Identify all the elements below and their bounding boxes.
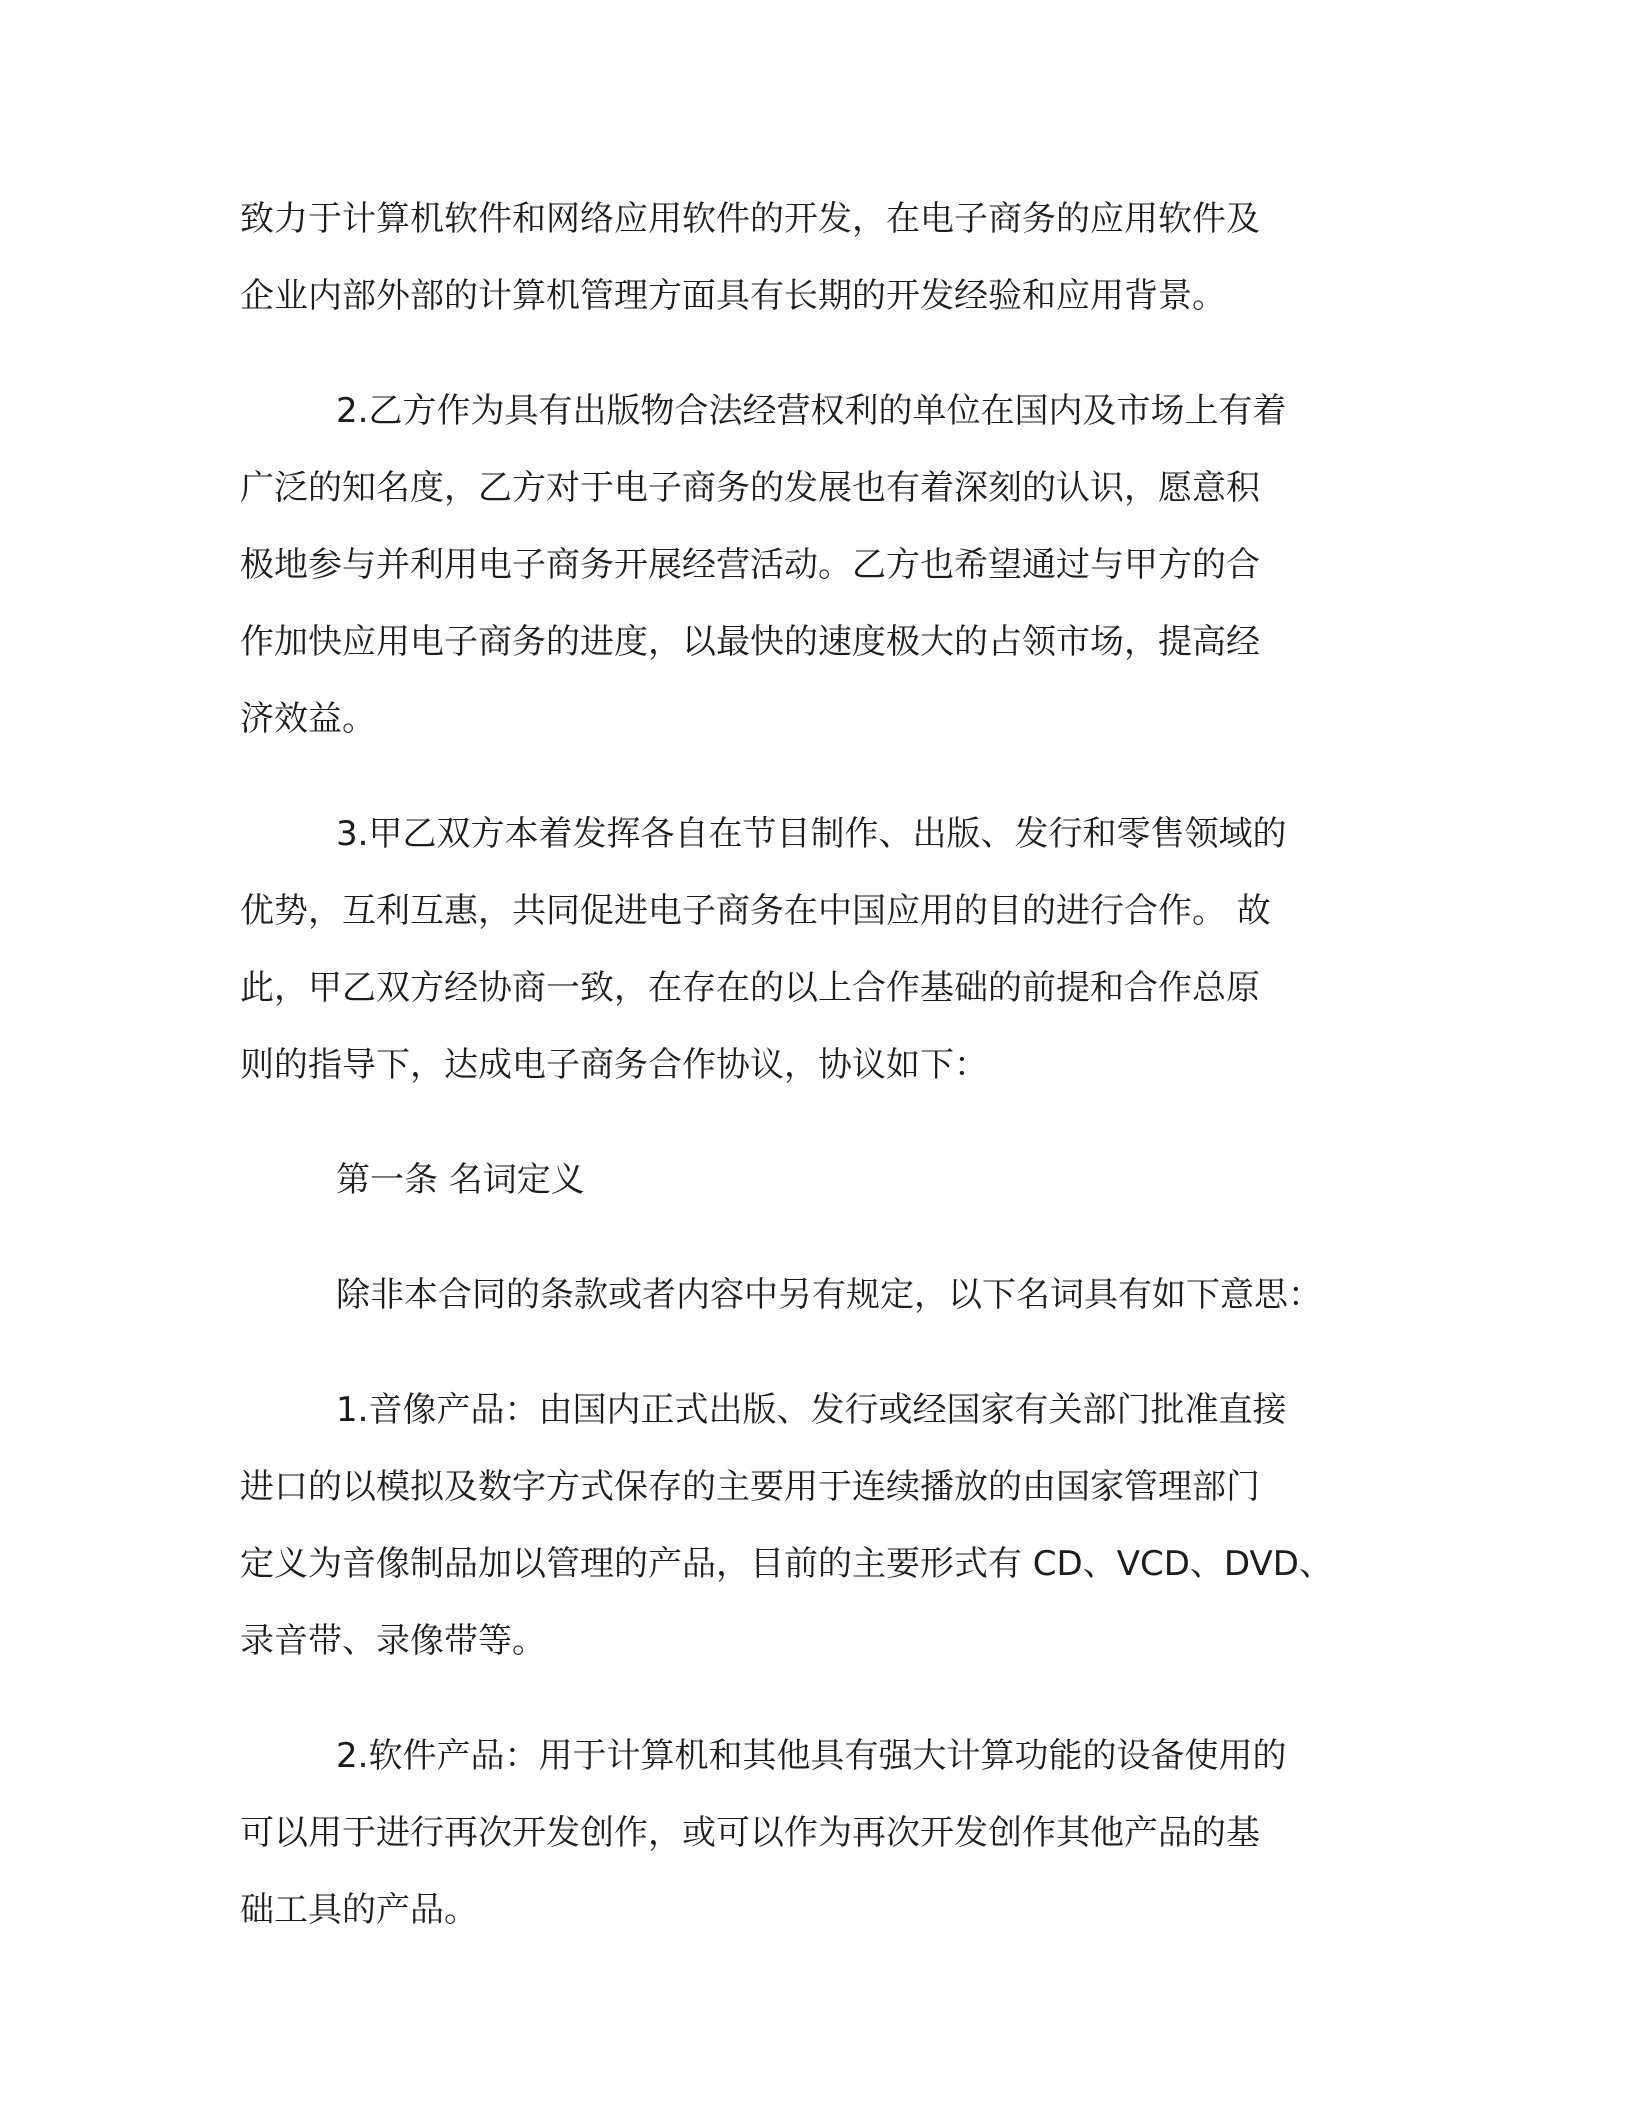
text-line: 此，甲乙双方经协商一致，在存在的以上合作基础的前提和合作总原 bbox=[240, 968, 1260, 1008]
section-title: 第一条 名词定义 bbox=[336, 1160, 585, 1200]
text-line: 济效益。 bbox=[240, 699, 376, 739]
text-line: 2.乙方作为具有出版物合法经营权利的单位在国内及市场上有着 bbox=[336, 391, 1287, 431]
text-line: 优势，互利互惠，共同促进电子商务在中国应用的目的进行合作。 故 bbox=[240, 891, 1271, 931]
paragraph-company-background bbox=[240, 181, 1400, 335]
text-line: 企业内部外部的计算机管理方面具有长期的开发经验和应用背景。 bbox=[240, 276, 1226, 316]
text-line: 础工具的产品。 bbox=[240, 1890, 478, 1930]
article-heading bbox=[240, 1142, 1400, 1219]
text-line: 广泛的知名度，乙方对于电子商务的发展也有着深刻的认识，愿意积 bbox=[240, 468, 1260, 508]
text-line: 定义为音像制品加以管理的产品，目前的主要形式有 CD、VCD、DVD、 bbox=[240, 1544, 1333, 1584]
text-line: 极地参与并利用电子商务开展经营活动。乙方也希望通过与甲方的合 bbox=[240, 545, 1260, 585]
text-line: 可以用于进行再次开发创作，或可以作为再次开发创作其他产品的基 bbox=[240, 1813, 1260, 1853]
text-line: 则的指导下，达成电子商务合作协议，协议如下： bbox=[240, 1045, 988, 1085]
text-line: 1.音像产品：由国内正式出版、发行或经国家有关部门批准直接 bbox=[336, 1390, 1287, 1430]
text-line: 2.软件产品：用于计算机和其他具有强大计算功能的设备使用的 bbox=[336, 1736, 1287, 1776]
text-line: 3.甲乙双方本着发挥各自在节目制作、出版、发行和零售领域的 bbox=[336, 814, 1287, 854]
text-line: 作加快应用电子商务的进度，以最快的速度极大的占领市场，提高经 bbox=[240, 622, 1260, 662]
paragraph-cooperation-basis bbox=[240, 796, 1400, 1104]
paragraph-party-b-profile bbox=[240, 373, 1400, 758]
paragraph-definition-software-products bbox=[240, 1718, 1400, 1949]
text-line: 致力于计算机软件和网络应用软件的开发，在电子商务的应用软件及 bbox=[240, 199, 1260, 239]
text-line: 除非本合同的条款或者内容中另有规定，以下名词具有如下意思： bbox=[336, 1275, 1322, 1315]
paragraph-definition-av-products bbox=[240, 1372, 1400, 1680]
text-line: 录音带、录像带等。 bbox=[240, 1621, 546, 1661]
document-body bbox=[240, 181, 1400, 1987]
paragraph-definitions-intro bbox=[240, 1257, 1400, 1334]
text-line: 进口的以模拟及数字方式保存的主要用于连续播放的由国家管理部门 bbox=[240, 1467, 1260, 1507]
